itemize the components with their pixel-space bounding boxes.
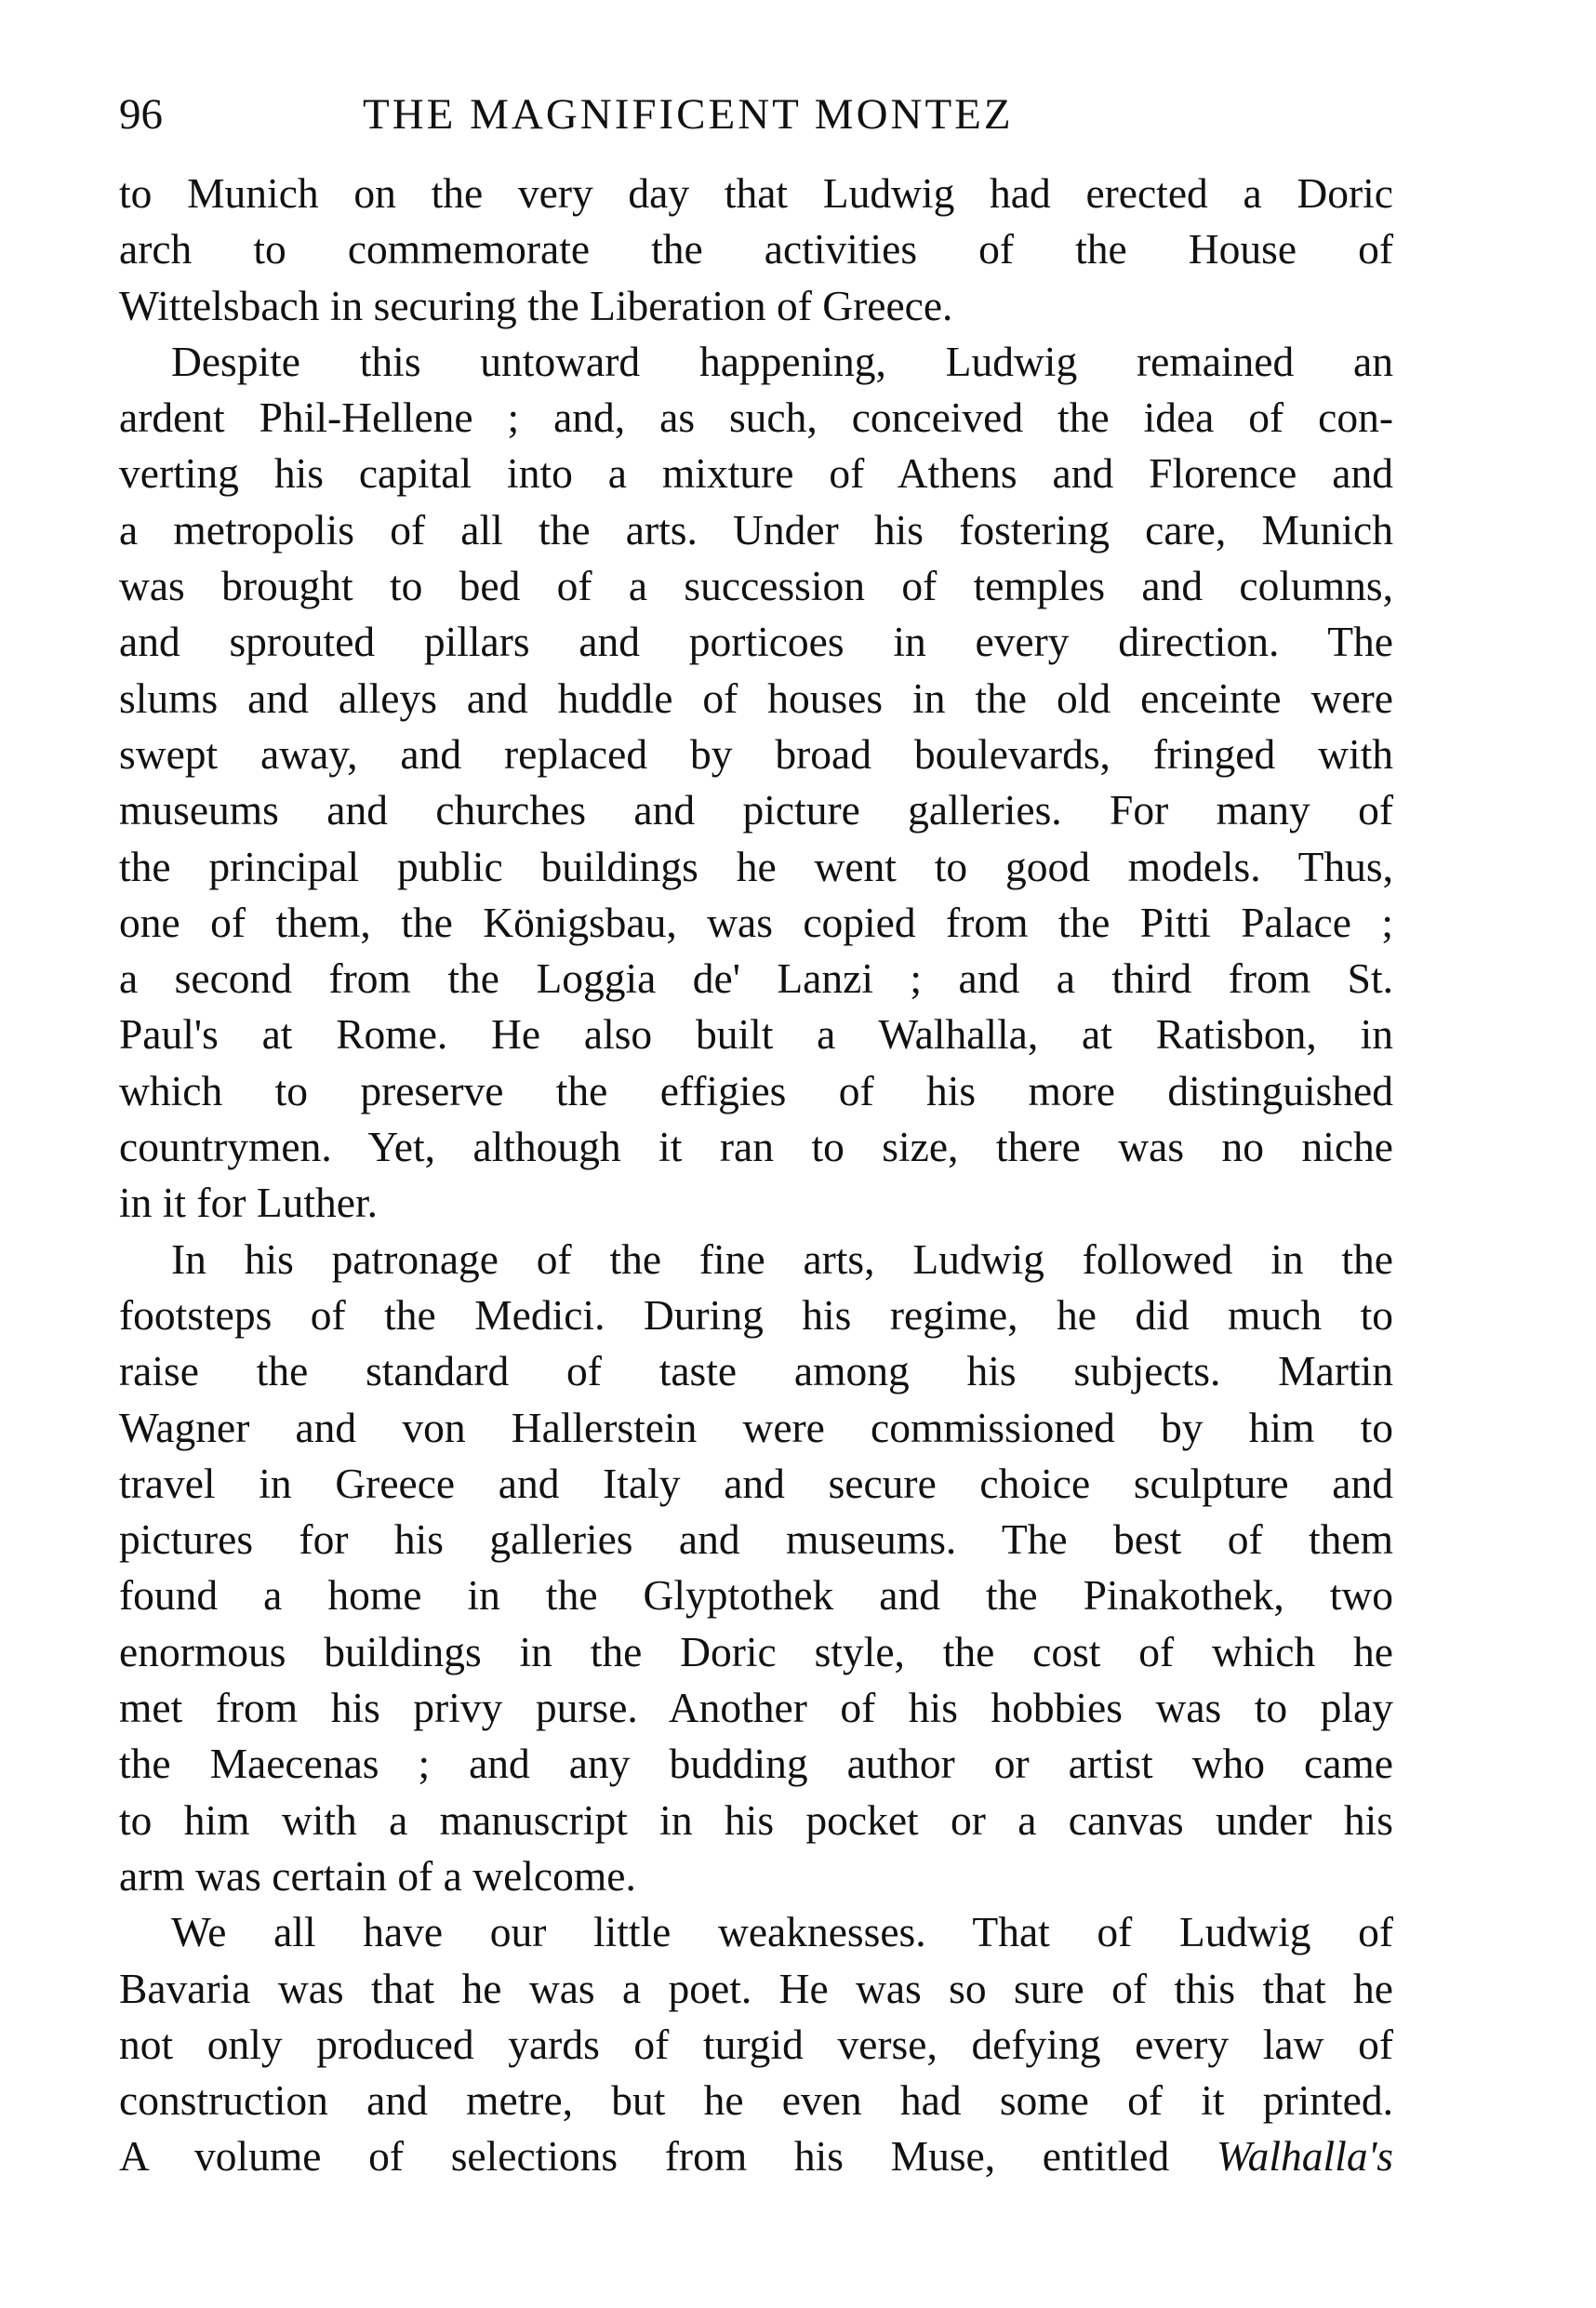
- text-line: pictures for his galleries and museums. The best of them: [119, 1515, 1393, 1564]
- text-line: enormous buildings in the Doric style, the cost of which he: [119, 1627, 1393, 1675]
- running-title: THE MAGNIFICENT MONTEZ: [363, 90, 1014, 139]
- text-line: Paul's at Rome. He also built a Walhalla, at Ratisbon, in: [119, 1010, 1393, 1059]
- text-line: met from his privy purse. Another of his hobbies was to play: [119, 1684, 1393, 1732]
- text-line: a metropolis of all the arts. Under his fostering care, Munich: [119, 505, 1393, 554]
- final-line-text: A volume of selections from his Muse, entitled: [119, 2132, 1170, 2181]
- italic-title: Walhalla's: [1216, 2132, 1394, 2181]
- text-line: arch to commemorate the activities of the House of: [119, 225, 1393, 273]
- text-line: In his patronage of the fine arts, Ludwig followed in the: [171, 1234, 1393, 1283]
- text-line: swept away, and replaced by broad boulevards, fringed with: [119, 729, 1393, 778]
- text-line: was brought to bed of a succession of temples and columns,: [119, 562, 1393, 610]
- text-line: Bavaria was that he was a poet. He was so sure of this that he: [119, 1964, 1393, 2012]
- text-line: not only produced yards of turgid verse, defying every law of: [119, 2020, 1393, 2068]
- text-line: to Munich on the very day that Ludwig had erected a Doric: [119, 169, 1393, 217]
- text-line: Despite this untoward happening, Ludwig remained an: [171, 337, 1393, 385]
- text-line: and sprouted pillars and porticoes in every direction. The: [119, 618, 1393, 666]
- body-text: [119, 166, 1393, 2185]
- page-number: 96: [119, 90, 163, 139]
- text-line: travel in Greece and Italy and secure choice sculpture and: [119, 1459, 1393, 1507]
- text-line: construction and metre, but he even had some of it printed.: [119, 2076, 1393, 2125]
- text-line: footsteps of the Medici. During his regime, he did much to: [119, 1290, 1393, 1339]
- text-line: Wittelsbach in securing the Liberation of Greece.: [119, 281, 953, 329]
- text-line: found a home in the Glyptothek and the Pinakothek, two: [119, 1571, 1393, 1620]
- text-line: We all have our little weaknesses. That of Ludwig of: [171, 1908, 1393, 1956]
- text-line-final: [119, 2128, 1393, 2184]
- text-line: raise the standard of taste among his subjects. Martin: [119, 1347, 1393, 1395]
- running-head: [119, 82, 1403, 147]
- text-line: countrymen. Yet, although it ran to size, there was no niche: [119, 1123, 1393, 1171]
- text-line: museums and churches and picture galleries. For many of: [119, 786, 1393, 834]
- text-line: which to preserve the effigies of his more distinguished: [119, 1066, 1393, 1114]
- text-line: verting his capital into a mixture of Athens and Florence and: [119, 449, 1393, 498]
- text-line: the principal public buildings he went to good models. Thus,: [119, 842, 1393, 890]
- text-line: slums and alleys and huddle of houses in the old enceinte were: [119, 674, 1393, 722]
- text-line: to him with a manuscript in his pocket or a canvas under his: [119, 1795, 1393, 1844]
- text-line: a second from the Loggia de' Lanzi ; and a third from St.: [119, 954, 1393, 1003]
- text-line: arm was certain of a welcome.: [119, 1851, 636, 1900]
- text-line: ardent Phil-Hellene ; and, as such, conceived the idea of con-: [119, 394, 1393, 442]
- text-line: Wagner and von Hallerstein were commissioned by him to: [119, 1403, 1393, 1451]
- text-line: the Maecenas ; and any budding author or artist who came: [119, 1740, 1393, 1788]
- text-line: in it for Luther.: [119, 1179, 378, 1227]
- text-line: one of them, the Königsbau, was copied from the Pitti Palace ;: [119, 898, 1393, 946]
